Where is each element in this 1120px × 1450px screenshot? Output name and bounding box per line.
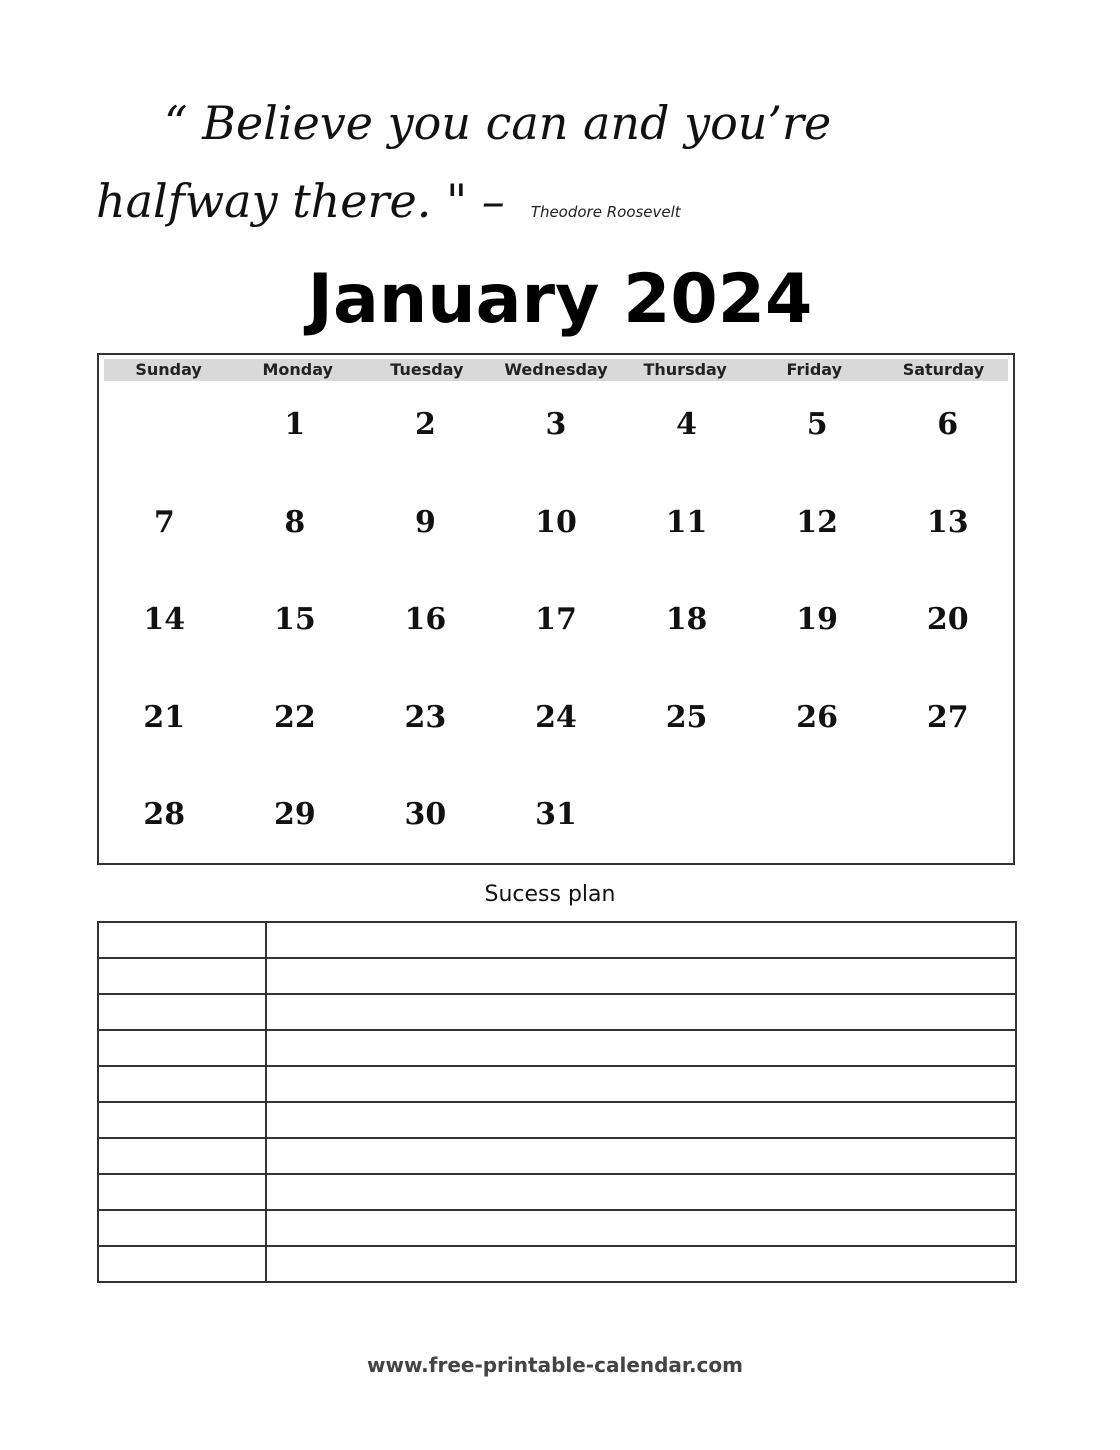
plan-cell-note	[266, 958, 1016, 994]
month-title: January 2024	[307, 260, 813, 339]
plan-row	[98, 1102, 1016, 1138]
day-cell: 15	[273, 602, 316, 637]
weekday-header	[104, 359, 1008, 381]
plan-row	[98, 922, 1016, 958]
day-cell: 12	[796, 504, 838, 540]
plan-cell-note	[266, 1138, 1016, 1174]
day-cell: 19	[796, 602, 838, 637]
plan-cell-label	[98, 1102, 266, 1138]
day-cell: 3	[545, 407, 567, 442]
quote	[96, 84, 1036, 251]
calendar-grid	[97, 353, 1015, 865]
footer-url: www.free-printable-calendar.com	[367, 1353, 743, 1377]
plan-cell-note	[266, 1174, 1016, 1210]
plan-cell-label	[98, 1210, 266, 1246]
day-cell: 27	[926, 699, 969, 735]
day-cell: 31	[535, 797, 577, 832]
plan-row	[98, 1174, 1016, 1210]
weekday-tuesday: Tuesday	[390, 360, 464, 379]
plan-cell-label	[98, 958, 266, 994]
plan-row	[98, 1030, 1016, 1066]
day-cell	[621, 771, 752, 869]
plan-row	[98, 958, 1016, 994]
day-cell: 4	[676, 407, 697, 442]
day-cell: 29	[273, 797, 316, 832]
weekday-friday: Friday	[786, 360, 842, 379]
plan-row	[98, 1138, 1016, 1174]
day-cell: 9	[414, 504, 436, 540]
plan-cell-label	[98, 1030, 266, 1066]
quote-line-2-text: halfway there. " –	[96, 174, 505, 228]
day-cell: 20	[926, 602, 969, 637]
day-cell: 21	[143, 699, 186, 735]
weekday-saturday: Saturday	[902, 360, 985, 379]
day-cell	[882, 771, 1013, 869]
weekday-sunday: Sunday	[135, 360, 202, 379]
plan-cell-label	[98, 922, 266, 958]
day-cell: 26	[796, 699, 838, 735]
day-cell: 13	[926, 504, 969, 540]
day-cell: 18	[665, 602, 708, 637]
day-cell: 5	[806, 407, 828, 442]
day-cell: 7	[153, 504, 175, 540]
day-cell: 23	[404, 699, 447, 735]
plan-cell-label	[98, 1174, 266, 1210]
day-cell: 28	[143, 797, 186, 832]
day-cell: 30	[404, 797, 447, 832]
day-cell: 1	[284, 407, 306, 442]
day-cell: 16	[404, 602, 447, 637]
plan-row	[98, 1246, 1016, 1282]
plan-table	[97, 921, 1017, 1283]
day-cell	[99, 381, 230, 479]
day-cell: 8	[284, 504, 306, 540]
day-cell: 24	[535, 699, 577, 735]
weekday-monday: Monday	[262, 360, 333, 379]
day-cell	[752, 771, 883, 869]
weekday-wednesday: Wednesday	[504, 360, 608, 379]
plan-title: Sucess plan	[484, 882, 616, 907]
plan-row	[98, 994, 1016, 1030]
plan-cell-label	[98, 1138, 266, 1174]
plan-cell-note	[266, 1246, 1016, 1282]
plan-cell-note	[266, 1066, 1016, 1102]
day-cell: 22	[273, 699, 316, 735]
quote-line-1: “ Believe you can and you’re	[164, 96, 832, 150]
day-cell: 11	[665, 504, 708, 540]
day-cell: 6	[937, 407, 959, 442]
plan-cell-note	[266, 994, 1016, 1030]
plan-cell-label	[98, 1066, 266, 1102]
day-cell: 2	[414, 407, 436, 442]
plan-cell-note	[266, 1030, 1016, 1066]
plan-cell-label	[98, 994, 266, 1030]
plan-cell-note	[266, 1210, 1016, 1246]
day-cell: 14	[143, 602, 186, 637]
days-grid	[99, 381, 1013, 869]
plan-row	[98, 1066, 1016, 1102]
day-cell: 10	[535, 504, 577, 540]
quote-author: Theodore Roosevelt	[530, 203, 681, 221]
day-cell: 17	[535, 602, 577, 637]
weekday-thursday: Thursday	[643, 360, 727, 379]
quote-line-2	[96, 162, 1036, 251]
plan-row	[98, 1210, 1016, 1246]
plan-cell-note	[266, 922, 1016, 958]
day-cell: 25	[665, 699, 708, 735]
plan-cell-label	[98, 1246, 266, 1282]
plan-cell-note	[266, 1102, 1016, 1138]
